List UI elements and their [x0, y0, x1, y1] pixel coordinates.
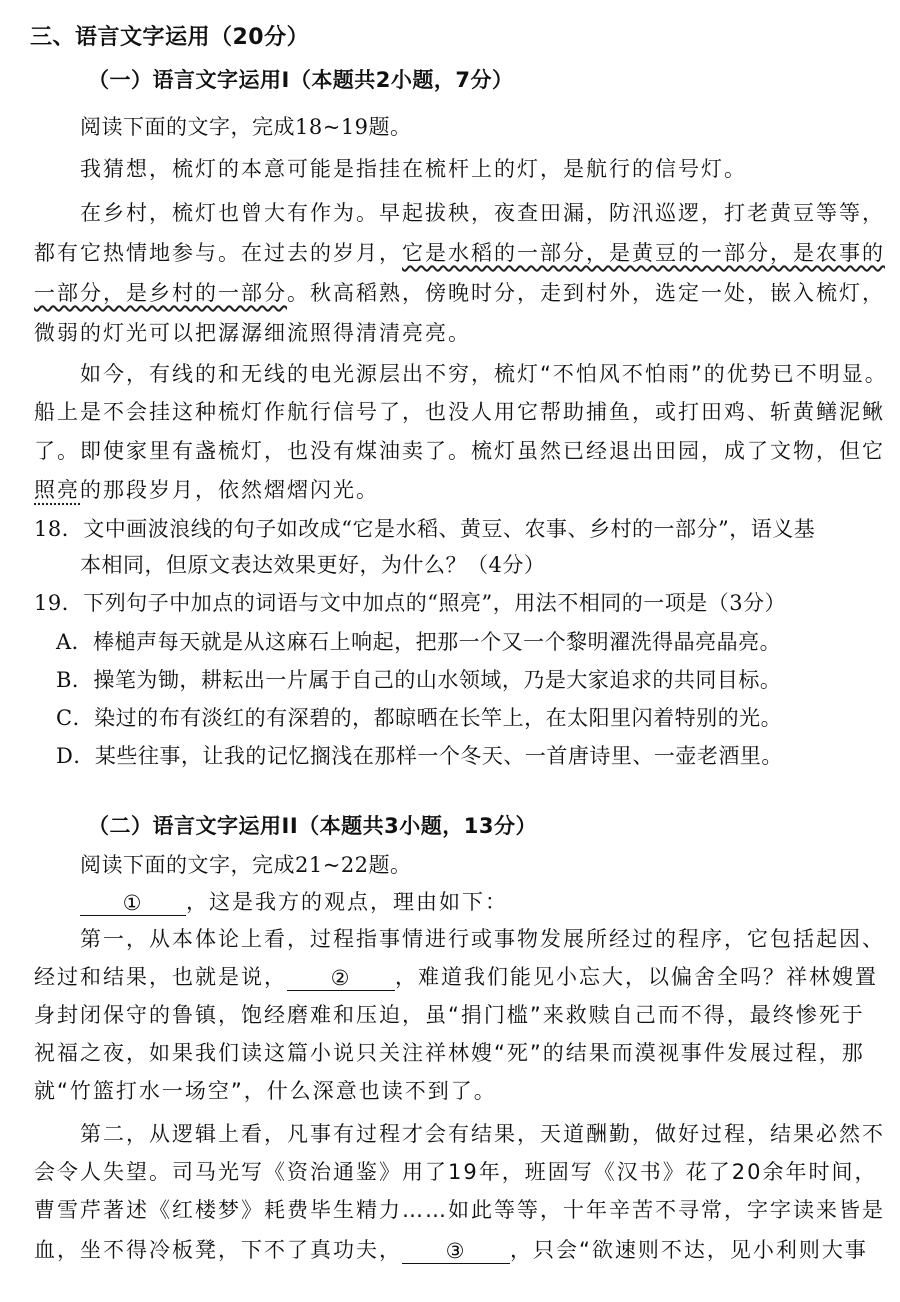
- wavy-underlined-sentence: 它是水稻的一部分，是黄豆的一部分，是农事的: [402, 241, 885, 265]
- passage2-line: 就“竹篮打水一场空”，什么深意也读不到了。: [34, 1079, 497, 1103]
- passage1-line: 我猜想，梳灯的本意可能是指挂在梳杆上的灯，是航行的信号灯。: [80, 157, 747, 181]
- text-span: 都有它热情地参与。在过去的岁月，: [34, 241, 402, 265]
- passage2-line: 身封闭保守的鲁镇，饱经磨难和压迫，虽“捐门槛”来救赎自己而不得，最终惨死于: [34, 1003, 865, 1027]
- wavy-underlined-sentence: 一部分，是乡村的一部分: [34, 281, 287, 305]
- text-span: ，只会“欲速则不达，见小利则大事: [510, 1238, 868, 1262]
- passage2-line: [34, 1236, 868, 1264]
- passage1-line: 在乡村，梳灯也曾大有作为。早起拔秧，夜查田漏，防汛巡逻，打老黄豆等等，: [80, 201, 885, 225]
- text-span: 的那段岁月，依然熠熠闪光。: [80, 478, 379, 502]
- part1-instruction: 阅读下面的文字，完成18~19题。: [80, 115, 412, 139]
- text-span: 经过和结果，也就是说，: [34, 965, 287, 989]
- part1-title: （一）语言文字运用Ⅰ（本题共2小题，7分）: [88, 68, 514, 92]
- passage1-line: 如今，有线的和无线的电光源层出不穷，梳灯“不怕风不怕雨”的优势已不明显。: [80, 362, 888, 386]
- blank-1: ①: [80, 889, 186, 916]
- text-span: ，这是我方的观点，理由如下：: [186, 890, 508, 914]
- passage1-line: 船上是不会挂这种梳灯作航行信号了，也没人用它帮助捕鱼，或打田鸡、斩黄鳝泥鳅: [34, 400, 885, 424]
- passage1-line: [34, 239, 885, 267]
- passage2-line: 第一，从本体论上看，过程指事情进行或事物发展所经过的程序，它包括起因、: [80, 927, 885, 951]
- option-b: B．操笔为锄，耕耘出一片属于自己的山水领域，乃是大家追求的共同目标。: [56, 668, 782, 692]
- dotted-word: 照亮: [34, 478, 80, 502]
- passage1-line: [34, 279, 885, 307]
- passage2-line: 祝福之夜，如果我们读这篇小说只关注祥林嫂“死”的结果而漠视事件发展过程，那: [34, 1041, 865, 1065]
- part2-title: （二）语言文字运用II（本题共3小题，13分）: [88, 814, 537, 838]
- text-span: 血，坐不得冷板凳，下不了真功夫，: [34, 1238, 402, 1262]
- passage1-line: [34, 476, 379, 504]
- passage2-line: [80, 888, 508, 916]
- text-span: 。秋高稻熟，傍晚时分，走到村外，选定一处，嵌入梳灯，: [287, 281, 885, 305]
- question-18: 18．文中画波浪线的句子如改成“它是水稻、黄豆、农事、乡村的一部分”，语义基: [34, 517, 816, 541]
- blank-3: ③: [402, 1237, 510, 1264]
- passage2-line: 会令人失望。司马光写《资治通鉴》用了19年，班固写《汉书》花了20余年时间，: [34, 1160, 878, 1184]
- section-title: 三、语言文字运用（20分）: [30, 25, 310, 50]
- passage1-line: 了。即使家里有盏梳灯，也没有煤油卖了。梳灯虽然已经退出田园，成了文物，但它: [34, 439, 885, 463]
- passage2-line: 曹雪芹著述《红楼梦》耗费毕生精力……如此等等，十年辛苦不寻常，字字读来皆是: [34, 1198, 885, 1222]
- passage2-line: 第二，从逻辑上看，凡事有过程才会有结果，天道酬勤，做好过程，结果必然不: [80, 1122, 885, 1146]
- part2-instruction: 阅读下面的文字，完成21~22题。: [80, 853, 412, 877]
- option-a: A．棒槌声每天就是从这麻石上响起，把那一个又一个黎明濯洗得晶亮晶亮。: [56, 630, 782, 654]
- question-18-cont: 本相同，但原文表达效果更好，为什么？（4分）: [80, 553, 546, 577]
- blank-2: ②: [287, 964, 395, 991]
- passage2-line: [34, 963, 878, 991]
- option-c: C．染过的布有淡红的有深碧的，都晾晒在长竿上，在太阳里闪着特别的光。: [56, 706, 783, 730]
- option-d: D．某些往事，让我的记忆搁浅在那样一个冬天、一首唐诗里、一壶老酒里。: [56, 744, 783, 768]
- question-19: 19．下列句子中加点的词语与文中加点的“照亮”，用法不相同的一项是（3分）: [34, 591, 787, 615]
- passage1-line: 微弱的灯光可以把潺潺细流照得清清亮亮。: [34, 321, 471, 345]
- text-span: ，难道我们能见小忘大，以偏舍全吗？祥林嫂置: [395, 965, 878, 989]
